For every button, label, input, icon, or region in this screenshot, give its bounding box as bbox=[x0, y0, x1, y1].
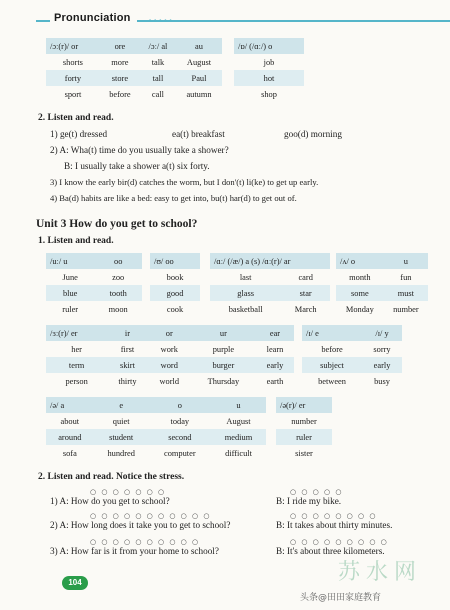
pron-table-or-al bbox=[46, 38, 222, 102]
table-cell: zoo bbox=[94, 269, 142, 285]
table-cell: book bbox=[150, 269, 200, 285]
table-cell: shorts bbox=[46, 54, 100, 70]
table-cell: job bbox=[234, 54, 304, 70]
table-cell: Thursday bbox=[191, 373, 256, 389]
table-cell: early bbox=[362, 357, 402, 373]
header-title: Pronunciation bbox=[50, 12, 137, 24]
table-cell: early bbox=[256, 357, 294, 373]
pron-table-schwa bbox=[46, 397, 266, 461]
table-cell: thirty bbox=[107, 373, 148, 389]
table-cell: sorry bbox=[362, 341, 402, 357]
table-cell: ruler bbox=[276, 429, 332, 445]
table-header: /ʊ/ oo bbox=[150, 253, 200, 269]
pron-table-short-oo bbox=[150, 253, 200, 317]
stress-marks: ○ ○ ○ ○ ○ ○ ○ ○ ○ ○ ○ bbox=[90, 512, 211, 520]
table-cell: ruler bbox=[46, 301, 94, 317]
table-cell: burger bbox=[191, 357, 256, 373]
table-header: ir bbox=[107, 325, 148, 341]
table-header: /ʌ/ o bbox=[336, 253, 384, 269]
table-header: ur bbox=[191, 325, 256, 341]
table-cell: term bbox=[46, 357, 107, 373]
table-cell: star bbox=[281, 285, 330, 301]
section-title: 2. Listen and read. bbox=[38, 113, 114, 123]
table-cell: hundred bbox=[94, 445, 149, 461]
table-header: /ɔː/ al bbox=[140, 38, 176, 54]
pron-table-a-ar bbox=[210, 253, 330, 317]
dialogue-b: B: It's about three kilometers. bbox=[276, 546, 385, 556]
dialogue-a: 3) A: How far is it from your home to school? bbox=[50, 546, 219, 556]
table-cell: busy bbox=[362, 373, 402, 389]
pron-table-e-y bbox=[302, 325, 402, 389]
table-header: u bbox=[384, 253, 428, 269]
pron-table-er-ir bbox=[46, 325, 294, 389]
table-header: e bbox=[94, 397, 149, 413]
table-cell: August bbox=[176, 54, 222, 70]
section-title: 1. Listen and read. bbox=[38, 236, 114, 246]
table-cell: work bbox=[148, 341, 191, 357]
pron-table-o-u bbox=[336, 253, 428, 317]
section-title: 2. Listen and read. Notice the stress. bbox=[38, 472, 185, 482]
table-cell: more bbox=[100, 54, 140, 70]
table-cell: number bbox=[276, 413, 332, 429]
table-cell: person bbox=[46, 373, 107, 389]
stress-marks: ○ ○ ○ ○ ○ ○ ○ ○ bbox=[290, 512, 377, 520]
table-cell: before bbox=[302, 341, 362, 357]
table-cell: first bbox=[107, 341, 148, 357]
table-header: u bbox=[211, 397, 266, 413]
stress-marks: ○ ○ ○ ○ ○ bbox=[290, 488, 343, 496]
table-cell: word bbox=[148, 357, 191, 373]
table-cell: tooth bbox=[94, 285, 142, 301]
table-cell: earth bbox=[256, 373, 294, 389]
pron-table-o bbox=[234, 38, 304, 102]
table-cell: purple bbox=[191, 341, 256, 357]
table-cell: subject bbox=[302, 357, 362, 373]
table-cell: around bbox=[46, 429, 94, 445]
table-cell: computer bbox=[149, 445, 211, 461]
table-header: oo bbox=[94, 253, 142, 269]
table-cell: difficult bbox=[211, 445, 266, 461]
table-cell: before bbox=[100, 86, 140, 102]
pron-table-u-oo bbox=[46, 253, 142, 317]
table-cell: talk bbox=[140, 54, 176, 70]
table-cell: medium bbox=[211, 429, 266, 445]
table-cell: Monday bbox=[336, 301, 384, 317]
stress-marks: ○ ○ ○ ○ ○ ○ ○ bbox=[90, 488, 166, 496]
reading-line: ea(t) breakfast bbox=[172, 129, 225, 139]
dialogue-a: 2) A: How long does it take you to get to school? bbox=[50, 520, 231, 530]
table-cell: some bbox=[336, 285, 384, 301]
table-cell: skirt bbox=[107, 357, 148, 373]
table-cell: sofa bbox=[46, 445, 94, 461]
watermark-text: 头条@田田家庭教育 bbox=[300, 593, 382, 603]
table-cell: shop bbox=[234, 86, 304, 102]
table-cell: August bbox=[211, 413, 266, 429]
table-cell: store bbox=[100, 70, 140, 86]
table-cell: autumn bbox=[176, 86, 222, 102]
table-cell: today bbox=[149, 413, 211, 429]
table-cell: call bbox=[140, 86, 176, 102]
table-cell: tall bbox=[140, 70, 176, 86]
table-header: /ɑː/ (/æ/) a (s) /ɑː(r)/ ar bbox=[210, 253, 330, 269]
table-cell: cook bbox=[150, 301, 200, 317]
table-cell: quiet bbox=[94, 413, 149, 429]
table-cell: June bbox=[46, 269, 94, 285]
reading-line: 4) Ba(d) habits are like a bed: easy to get into, bu(t) har(d) to get out of. bbox=[50, 193, 297, 203]
table-header: /ɜː(r)/ er bbox=[46, 325, 107, 341]
reading-line: 2) A: Wha(t) time do you usually take a shower? bbox=[50, 145, 229, 155]
table-cell: month bbox=[336, 269, 384, 285]
table-cell: card bbox=[281, 269, 330, 285]
table-header: /ə/ a bbox=[46, 397, 94, 413]
page-number: 104 bbox=[62, 576, 88, 590]
table-header: au bbox=[176, 38, 222, 54]
pron-table-er-schwa bbox=[276, 397, 332, 461]
table-cell: must bbox=[384, 285, 428, 301]
table-cell: sister bbox=[276, 445, 332, 461]
table-cell: her bbox=[46, 341, 107, 357]
table-cell: world bbox=[148, 373, 191, 389]
table-cell: number bbox=[384, 301, 428, 317]
unit-title: Unit 3 How do you get to school? bbox=[36, 218, 198, 230]
stress-marks: ○ ○ ○ ○ ○ ○ ○ ○ ○ ○ bbox=[90, 538, 200, 546]
table-cell: about bbox=[46, 413, 94, 429]
table-cell: student bbox=[94, 429, 149, 445]
table-cell: glass bbox=[210, 285, 281, 301]
reading-line: 3) I know the early bir(d) catches the worm, but I don'(t) li(ke) to get up early. bbox=[50, 177, 319, 187]
table-cell: blue bbox=[46, 285, 94, 301]
table-header: /uː/ u bbox=[46, 253, 94, 269]
table-cell: last bbox=[210, 269, 281, 285]
table-cell: Paul bbox=[176, 70, 222, 86]
table-cell: learn bbox=[256, 341, 294, 357]
table-header: ore bbox=[100, 38, 140, 54]
table-header: or bbox=[148, 325, 191, 341]
table-header: /ɒ/ (/ɑː/) o bbox=[234, 38, 304, 54]
table-cell: moon bbox=[94, 301, 142, 317]
table-cell: basketball bbox=[210, 301, 281, 317]
brand-watermark: 苏水网 bbox=[338, 560, 423, 585]
table-cell: forty bbox=[46, 70, 100, 86]
table-header: ear bbox=[256, 325, 294, 341]
table-header: /ɪ/ e bbox=[302, 325, 362, 341]
table-header: /ɪ/ y bbox=[362, 325, 402, 341]
table-cell: sport bbox=[46, 86, 100, 102]
table-cell: good bbox=[150, 285, 200, 301]
section-header bbox=[0, 0, 450, 30]
reading-line: 1) ge(t) dressed bbox=[50, 129, 108, 139]
table-header: /ɔː(r)/ or bbox=[46, 38, 100, 54]
table-cell: fun bbox=[384, 269, 428, 285]
table-cell: hot bbox=[234, 70, 304, 86]
dialogue-b: B: I ride my bike. bbox=[276, 496, 342, 506]
table-header: /ə(r)/ er bbox=[276, 397, 332, 413]
table-cell: March bbox=[281, 301, 330, 317]
table-header: o bbox=[149, 397, 211, 413]
stress-marks: ○ ○ ○ ○ ○ ○ ○ ○ ○ bbox=[290, 538, 389, 546]
dialogue-a: 1) A: How do you get to school? bbox=[50, 496, 170, 506]
dialogue-b: B: It takes about thirty minutes. bbox=[276, 520, 393, 530]
table-cell: between bbox=[302, 373, 362, 389]
reading-line: goo(d) morning bbox=[284, 129, 342, 139]
table-cell: second bbox=[149, 429, 211, 445]
header-dots: ••••• bbox=[148, 17, 174, 25]
reading-line: B: I usually take a shower a(t) six forty. bbox=[64, 161, 210, 171]
